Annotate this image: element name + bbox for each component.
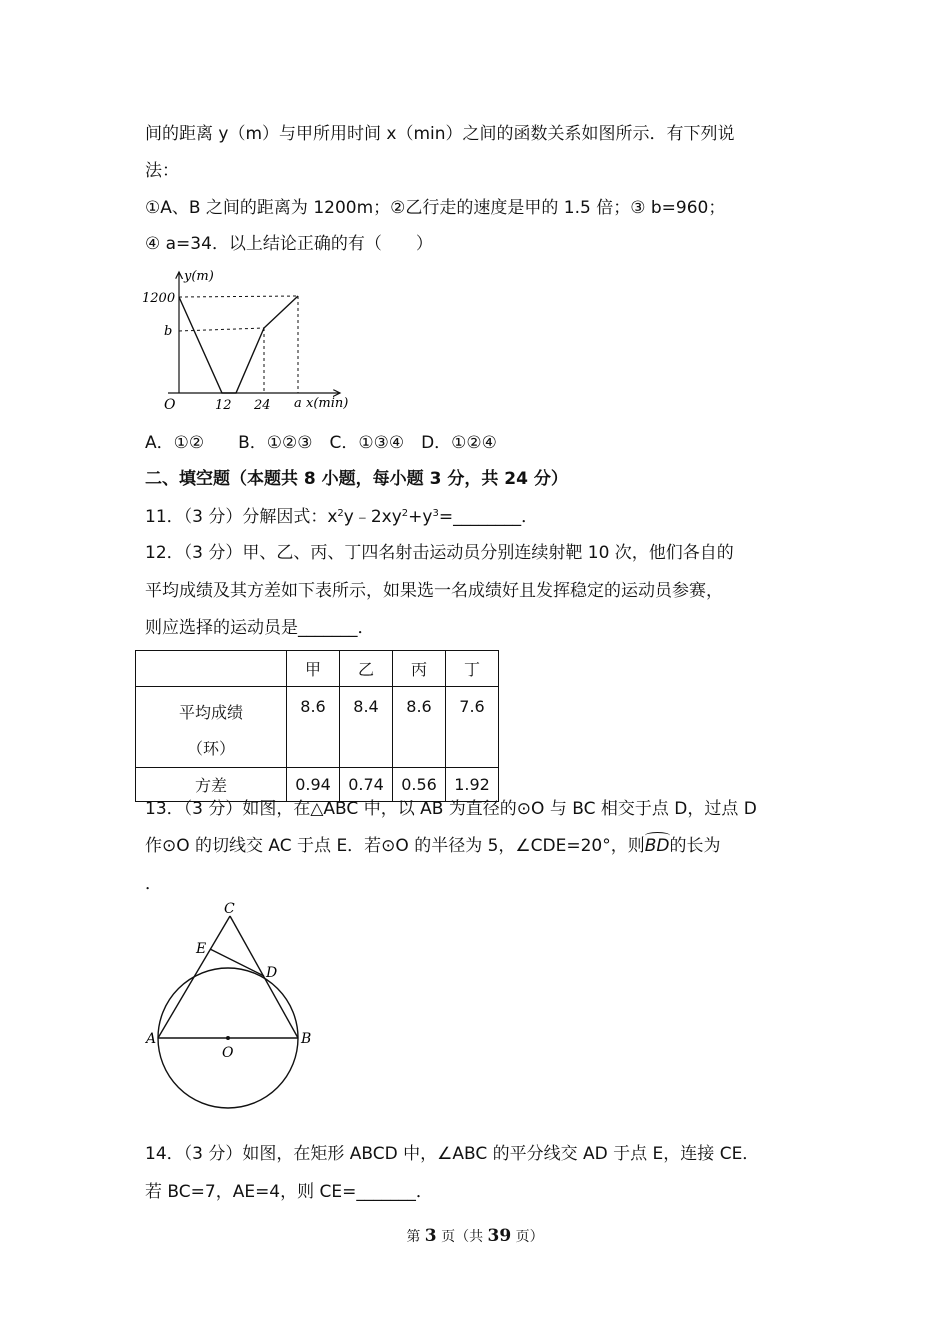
- section-heading: 二、填空题（本题共 8 小题，每小题 3 分，共 24 分）: [145, 469, 568, 489]
- q13-text-line1: 13．（3 分）如图，在△ABC 中，以 AB 为直径的⊙O 与 BC 相交于点 D，过点 D: [145, 799, 757, 819]
- q11-mid2: +y: [408, 507, 433, 527]
- table-cell-avg-bing: 8.6: [393, 687, 446, 768]
- table-header-ding: 丁: [446, 651, 499, 687]
- dashed-b: [179, 328, 264, 331]
- label-b: B: [301, 1031, 312, 1047]
- q11-sup3: 3: [432, 508, 439, 519]
- x-tick-12: 12: [215, 398, 232, 413]
- q10-question: ④ a=34．以上结论正确的有（ ）: [145, 234, 433, 254]
- graph-line: [179, 296, 298, 393]
- y-tick-b: b: [164, 324, 173, 339]
- table-row-variance: [136, 768, 499, 802]
- q13-line2-pre: 作⊙O 的切线交 AC 于点 E．若⊙O 的半径为 5，∠CDE=20°，则: [145, 836, 645, 856]
- q13-text-line3: ．: [145, 874, 162, 894]
- q11-sup2: 2: [401, 508, 409, 519]
- q12-score-table: [135, 650, 499, 802]
- y-tick-1200: 1200: [142, 291, 176, 306]
- footer-page-number: 3: [424, 1226, 437, 1246]
- q10-function-graph: [140, 262, 360, 414]
- q12-text-line1: 12．（3 分）甲、乙、丙、丁四名射击运动员分别连续射靶 10 次，他们各自的: [145, 543, 734, 563]
- footer-pre: 第: [406, 1229, 425, 1245]
- q11-suffix: =________．: [438, 507, 539, 527]
- x-axis-label: x(min): [306, 396, 349, 411]
- q13-circle-figure: [140, 898, 325, 1113]
- label-a: A: [146, 1031, 157, 1047]
- table-cell-var-ding: 1.92: [446, 768, 499, 802]
- label-o: O: [222, 1045, 234, 1061]
- table-cell-var-jia: 0.94: [287, 768, 340, 802]
- table-corner-cell: [136, 651, 287, 687]
- table-header-jia: 甲: [287, 651, 340, 687]
- segment-bc: [230, 916, 298, 1038]
- table-label-average: [136, 687, 287, 768]
- q13-text-line2: [145, 835, 721, 857]
- q10-text-line2: 法：: [145, 161, 179, 181]
- table-cell-avg-ding: 7.6: [446, 687, 499, 768]
- footer-post: 页）: [511, 1229, 544, 1245]
- table-header-bing: 丙: [393, 651, 446, 687]
- q14-text-line1: 14．（3 分）如图，在矩形 ABCD 中，∠ABC 的平分线交 AD 于点 E，连接 CE．: [145, 1144, 760, 1164]
- q12-text-line2: 平均成绩及其方差如下表所示，如果选一名成绩好且发挥稳定的运动员参赛，: [145, 581, 723, 601]
- q10-text-line1: 间的距离 y（m）与甲所用时间 x（min）之间的函数关系如图所示．有下列说: [145, 124, 735, 144]
- dashed-1200: [179, 296, 298, 297]
- q10-statements: ①A、B 之间的距离为 1200m；②乙行走的速度是甲的 1.5 倍；③ b=960；: [145, 198, 726, 218]
- table-cell-var-bing: 0.56: [393, 768, 446, 802]
- table-header-row: [136, 651, 499, 687]
- q12-text-line3: 则应选择的运动员是_______．: [145, 618, 375, 638]
- q13-line2-post: 的长为: [669, 836, 721, 856]
- table-label-average-b: （环）: [186, 739, 235, 758]
- x-tick-24: 24: [254, 398, 271, 413]
- x-tick-a: a: [294, 396, 302, 411]
- label-d: D: [266, 965, 278, 981]
- q14-text-line2: 若 BC=7，AE=4，则 CE=_______．: [145, 1182, 433, 1202]
- label-c: C: [224, 901, 235, 917]
- y-axis-label: y(m): [184, 269, 214, 284]
- table-label-average-a: 平均成绩: [178, 703, 243, 722]
- table-row-average: [136, 687, 499, 768]
- footer-total-pages: 39: [487, 1226, 512, 1246]
- origin-label: O: [164, 397, 176, 413]
- table-cell-avg-yi: 8.4: [340, 687, 393, 768]
- arc-bd-label: BD: [644, 836, 670, 856]
- footer-mid: 页（共: [436, 1229, 488, 1245]
- q11-text: [145, 506, 538, 528]
- q11-prefix: 11．（3 分）分解因式：x: [145, 507, 338, 527]
- q11-sup1: 2: [337, 508, 344, 519]
- center-point-o: [226, 1036, 230, 1040]
- page-footer: [0, 1226, 950, 1246]
- table-cell-var-yi: 0.74: [340, 768, 393, 802]
- q11-mid1: y﹣2xy: [343, 507, 402, 527]
- table-cell-avg-jia: 8.6: [287, 687, 340, 768]
- label-e: E: [196, 941, 207, 957]
- table-header-yi: 乙: [340, 651, 393, 687]
- segment-ac: [158, 916, 230, 1038]
- q10-options: A．①② B．①②③ C．①③④ D．①②④: [145, 433, 497, 453]
- table-label-variance: 方差: [136, 768, 287, 802]
